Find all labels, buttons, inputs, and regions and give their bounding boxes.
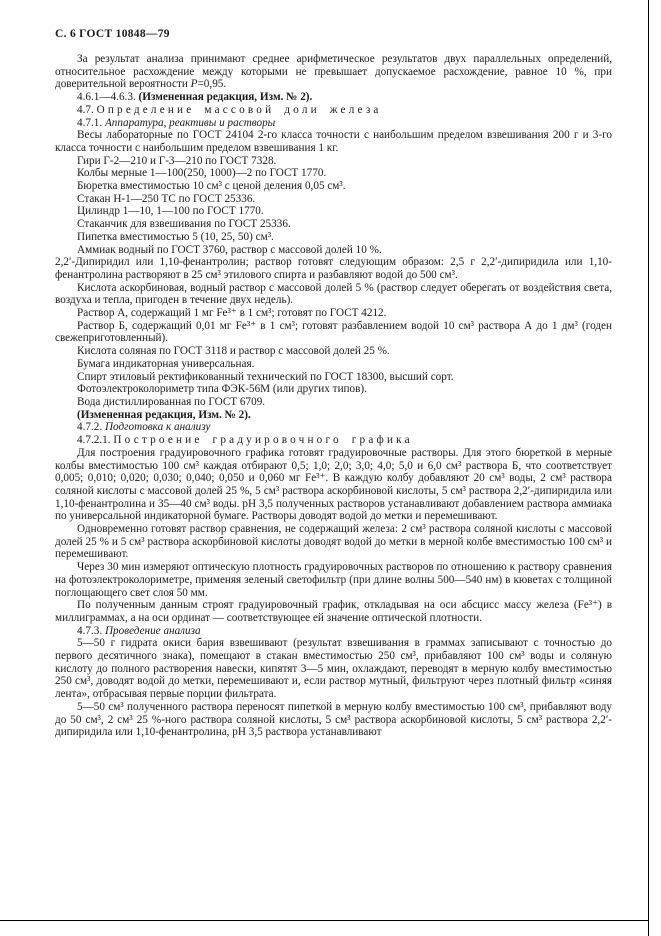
paragraph: [55, 155, 612, 168]
text-run: Колбы мерные 1—100(250, 1000)—2 по ГОСТ 1770.: [77, 167, 327, 180]
paragraph: [55, 91, 612, 104]
text-run: Гири Г-2—210 и Г-3—210 по ГОСТ 7328.: [77, 154, 277, 167]
paragraph: [55, 523, 612, 561]
page-frame-bottom-border: [0, 920, 649, 921]
text-run: Бумага индикаторная универсальная.: [77, 357, 255, 370]
text-run: Пипетка вместимостью 5 (10, 25, 50) см³.: [77, 230, 274, 243]
text-run: Проведение анализа: [104, 624, 201, 637]
text-run: 2,2′-Дипиридил или 1,10-фенантролин; раствор готовят следующим образом: 2,5 г 2,2′-дипиридила или 1,10-фенантролина растворяют в 25 см³ этилового спирта и разбавляют водой до 500 см³.: [55, 256, 612, 281]
text-run: 4.7.2.: [77, 421, 105, 434]
text-run: Вода дистиллированная по ГОСТ 6709.: [77, 395, 266, 408]
paragraph: [55, 701, 612, 739]
paragraph: [55, 599, 612, 624]
paragraph: [55, 371, 612, 384]
text-run: Стаканчик для взвешивания по ГОСТ 25336.: [77, 218, 291, 231]
page-header: С. 6 ГОСТ 10848—79: [55, 28, 170, 40]
text-run: Раствор Б, содержащий 0,01 мг Fe³⁺ в 1 см³; готовят разбавлением водой 10 см³ раствора А до 1 дм³ (годен свежеприготовленный).: [55, 319, 612, 345]
text-run: Фотоэлектроколориметр типа ФЭК-56М (или других типов).: [77, 383, 367, 396]
text-run: Построение градуировочного графика: [113, 434, 413, 447]
paragraph: [55, 320, 612, 345]
paragraph: [55, 129, 612, 154]
text-run: (Измененная редакция, Изм. № 2).: [77, 408, 251, 421]
paragraph: [55, 256, 612, 281]
text-run: 4.6.1—4.6.3.: [77, 91, 139, 104]
paragraph: [55, 637, 612, 701]
text-run: 4.7.2.1.: [77, 434, 114, 447]
paragraph: [55, 117, 612, 130]
paragraph: [55, 193, 612, 206]
paragraph: [55, 218, 612, 231]
text-run: Бюретка вместимостью 10 см³ с ценой деления 0,05 см³.: [77, 180, 346, 193]
text-run: (Измененная редакция, Изм. № 2).: [138, 91, 313, 104]
text-run: Одновременно готовят раствор сравнения, не содержащий железа: 2 см³ раствора соляной кислоты с массовой долей 25 % и 5 см³ раствора аскорбиновой кислоты доводят водой до метки в мерной колбе вместимостью 100 см³ и перемешивают.: [55, 523, 612, 561]
text-run: 5—50 г гидрата окиси бария взвешивают (результат взвешивания в граммах записывают с точностью до первого десятичного знака), помещают в стакан вместимостью 250 см³, прибавляют 100 см³ воды и соляную кислоту до полного растворения навески, кипятят 3—5 мин, охлаждают, переводят в мерную колбу вместимостью 250 см³, доводят водой до метки, перемешивают и, если раствор мутный, фильтруют через плотный фильтр «синяя лента», отбрасывая первые порции фильтрата.: [55, 637, 612, 701]
paragraph: [55, 409, 612, 422]
text-run: 4.7.: [77, 103, 97, 116]
paragraph: [55, 282, 612, 307]
text-run: За результат анализа принимают среднее арифметическое результатов двух параллельных определений, относительное расхождение между которыми не превышает допускаемое расхождение, равное 10 %, при доверительной вероятности: [55, 53, 612, 91]
paragraph: [55, 383, 612, 396]
text-run: Весы лабораторные по ГОСТ 24104 2-го класса точности с наибольшим пределом взвешивания 200 г и 3-го класса точности с наибольшим пределом взвешивания 1 кг.: [55, 129, 612, 154]
text-run: Определение массовой доли железа: [96, 103, 382, 116]
paragraph: [55, 244, 612, 257]
paragraph: [55, 434, 612, 447]
text-run: Р: [190, 78, 198, 91]
paragraph: [55, 345, 612, 358]
paragraph: [55, 167, 612, 180]
text-run: Для построения градуировочного графика готовят градуировочные растворы. Для этого бюреткой в мерные колбы вместимостью 100 см³ каждая отбирают 0,5; 1,0; 2,0; 3,0; 4,0; 5,0 и 6,0 см³ раствора Б, что соответствует 0,005; 0,010; 0,020; 0,030; 0,040; 0,050 и 0,060 мг Fe³⁺. В каждую колбу добавляют 20 см³ воды, 2 см³ раствора соляной кислоты с массовой долей 25 %, 5 см³ раствора аскорбиновой кислоты, 5 см³ раствора 2,2′-дипиридила или 1,10-фенантролина и 35—40 см³ воды. рН 3,5 полученных растворов устанавливают добавлением раствора аммиака по универсальной индикаторной бумаге. Растворы доводят водой до метки и перемешивают.: [55, 446, 612, 523]
text-run: 4.7.1.: [77, 116, 105, 129]
paragraph: [55, 561, 612, 599]
paragraph: [55, 180, 612, 193]
paragraph: [55, 396, 612, 409]
document-body: [55, 53, 612, 739]
text-run: 4.7.3.: [77, 624, 105, 637]
paragraph: [55, 421, 612, 434]
text-run: Цилиндр 1—10, 1—100 по ГОСТ 1770.: [77, 205, 264, 218]
paragraph: [55, 205, 612, 218]
text-run: Кислота соляная по ГОСТ 3118 и раствор с массовой долей 25 %.: [77, 345, 390, 358]
text-run: Спирт этиловый ректификованный технический по ГОСТ 18300, высший сорт.: [77, 370, 454, 383]
text-run: =0,95.: [197, 78, 227, 91]
text-run: Раствор А, содержащий 1 мг Fe³⁺ в 1 см³; готовят по ГОСТ 4212.: [77, 307, 387, 320]
paragraph: [55, 231, 612, 244]
text-run: Аппаратура, реактивы и растворы: [104, 116, 276, 129]
paragraph: [55, 358, 612, 371]
paragraph: [55, 307, 612, 320]
paragraph: [55, 447, 612, 523]
text-run: 5—50 см³ полученного раствора переносят пипеткой в мерную колбу вместимостью 100 см³, прибавляют воду до 50 см³, 2 см³ 25 %-ного раствора соляной кислоты, 5 см³ раствора аскорбиновой кислоты, 5 см³ раствора 2,2′-дипиридила или 1,10-фенантролина, рН 3,5 раствора устанавливают: [55, 700, 612, 739]
paragraph: [55, 53, 612, 91]
text-run: Подготовка к анализу: [104, 421, 211, 434]
paragraph: [55, 104, 612, 117]
text-run: Через 30 мин измеряют оптическую плотность градуировочных растворов по отношению к раствору сравнения на фотоэлектроколориметре, применяя зеленый светофильтр (при длине волны 500—540 нм) в кюветах с толщиной поглощающего свет слоя 50 мм.: [55, 561, 612, 599]
text-run: По полученным данным строят градуировочный график, откладывая на оси абсцисс массу железа (Fe³⁺) в миллиграммах, а на оси ординат — соответствующее ей значение оптической плотности.: [55, 599, 612, 624]
paragraph: [55, 625, 612, 638]
page-frame-right-border: [648, 0, 649, 936]
document-content: [55, 28, 612, 739]
text-run: Кислота аскорбиновая, водный раствор с массовой долей 5 % (раствор следует оберегать от воздействия света, воздуха и тепла, пригоден в течение двух недель).: [55, 281, 612, 307]
text-run: Стакан Н-1—250 ТС по ГОСТ 25336.: [77, 192, 256, 205]
text-run: Аммиак водный по ГОСТ 3760, раствор с массовой долей 10 %.: [77, 243, 382, 256]
